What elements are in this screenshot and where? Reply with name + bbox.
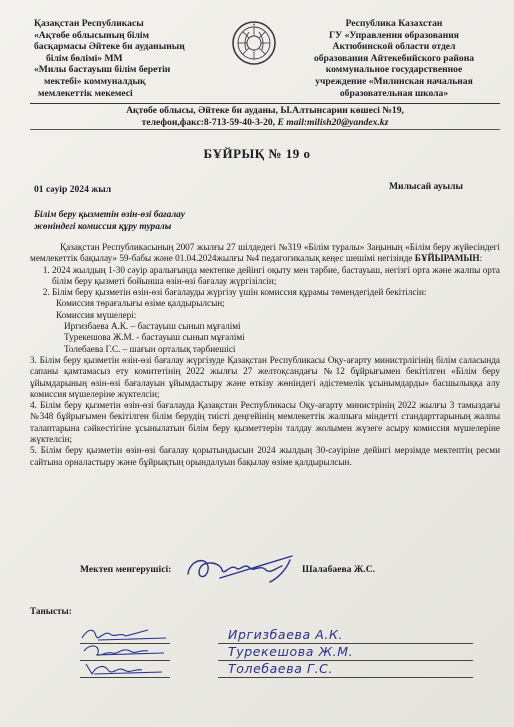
header-left-line: білім бөлімі» ММ: [46, 52, 123, 64]
subject-line: жөніндегі комиссия құру туралы: [34, 221, 172, 232]
document-subject: [34, 210, 294, 233]
order-item-5: 5. Білім беру қызметін өзін-өзі бағалау қорытындысын 2024 жылдың 30-сәуіріне дейінгі мерзімде мектептің ресми сайтына орналастыру және бұйрықтың орындалуын бақылау өзіме қалдырылсын.: [30, 445, 500, 467]
member-item: Толебаева Г.С. – шағын орталық тәрбиешісі: [64, 343, 236, 354]
address-line: Ақтөбе облысы, Әйтеке би ауданы, Ы.Алтынсарин көшесі №19,: [126, 105, 404, 116]
header-right-line: коммунальное государственное: [325, 64, 463, 76]
header-right-line: Актюбинской области отдел: [332, 41, 456, 53]
member-item: Турекешова Ж.М. - бастауыш сынып мұғалімі: [64, 332, 245, 343]
header-divider: [30, 103, 500, 104]
acquaintance-name: Иргизбаева А.К.: [228, 627, 344, 642]
subject-line: Білім беру қызметін өзін-өзі бағалау: [34, 210, 185, 220]
acquainted-label: Танысты:: [30, 606, 72, 616]
order-item-1: 1. 2024 жылдың 1-30 сәуір аралығында мектепке дейінгі оқыту мен тәрбие, бастауыш, негізгі орта және жалпы орта білім беру қызметі бойынша өзін-өзі бағалау жүргізілсін;: [52, 265, 500, 288]
signature-underline: [80, 677, 170, 678]
address-divider: [30, 129, 500, 130]
phone-fax: телефон,факс:8-713-59-40-3-20,: [141, 116, 276, 128]
signer-name: Шалабаева Ж.С.: [302, 564, 376, 575]
contact-line: [30, 117, 500, 129]
signer-label: Мектеп менгерушісі:: [80, 564, 172, 575]
order-item-4: 4. Білім беру қызметін өзін-өзі бағалауда Қазақстан Республикасы Оқу-ағарту министрінің 2022 жылғы 3 тамыздағы №348 бұйрығымен бекітілген білім берудің тиісті деңгейінің мемлекеттік жалпыға міндетті стандарттарының жалпы талаптарына сәйкестігіне ұсынылатын білім беру қызметтерін талдау жолымен жүзеге асыру комиссия мүшелеріне жүктелсін;: [30, 400, 500, 445]
header-left-line: мектебі» коммуналдық: [44, 75, 146, 87]
acquaintance-name: Толебаева Г.С.: [228, 661, 334, 676]
order-item-3: 3. Білім беру қызметін өзін-өзі бағалау жүргізуде Қазақстан Республикасы Оқу-ағарту министрлігінің білім саласында сапаны қамтамасыз ету комитетінің 2022 жылғы 27 желтоқсандағы №12 бұйрығымен бекітілген «Білім беру ұйымдарының өзін-өзі бағалауын ұйымдастыру және өткізу жөніндегі әдістемелік ұсынымдарды» басшылыққа алу комиссия мүшелеріне жүктелсін;: [30, 354, 500, 399]
intro-paragraph: Қазақстан Республикасының 2007 жылғы 27 шілдедегі №319 «Білім туралы» Заңының «Білім беру жүйесіндегі мемлекеттік бақылау» 59-бабы және 01.04.2024жылғы №4 педагогикалық кеңес шешімі негізінде БҰЙЫРАМЫН:: [30, 242, 500, 264]
header-right-line: образования Айтекебийского района: [313, 52, 475, 64]
header-left-line: «Ақтөбе облысының білім: [34, 29, 150, 41]
header-right-line: ГУ «Управления образования: [329, 29, 459, 41]
header-right-line: Республика Казахстан: [345, 18, 443, 29]
acquaintance-row: [68, 662, 478, 680]
members-label: Комиссия мүшелері:: [56, 309, 137, 320]
header-right-block: [283, 18, 505, 99]
acquaintance-name: Турекешова Ж.М.: [228, 644, 354, 659]
header-left-block: [34, 18, 234, 99]
header-right-line: учреждение «Милинская начальная: [315, 75, 473, 87]
document-title: БҰЙРЫҚ № 19 о: [203, 146, 311, 161]
address-block: [30, 105, 500, 129]
email-address: E mail:milish20@yandex.kz: [277, 116, 389, 128]
header-left-line: Қазақстан Республикасы: [34, 18, 144, 29]
order-word: БҰЙЫРАМЫН: [414, 253, 480, 264]
header-left-line: «Милы бастауыш білім беретін: [34, 64, 171, 76]
document-date: 01 сәуір 2024 жыл: [34, 184, 112, 195]
document-place: Милысай ауылы: [389, 181, 464, 192]
state-emblem-icon: [231, 20, 277, 66]
order-item-2: 2. Білім беру қызметін өзін-өзі бағалауды жүргізу үшін комиссия құрамы төмендегідей бекітілсін:: [52, 287, 500, 298]
director-signature: [180, 548, 300, 588]
name-underline: [218, 677, 473, 678]
member-item: Иргизбаева А.К. – бастауыш сынып мұғалімі: [64, 321, 241, 332]
order-list: [30, 265, 500, 299]
commission-chair: Комиссия төрағалығы өзіме қалдырылсын;: [56, 298, 225, 309]
document-body: [30, 242, 500, 468]
header-left-line: мемлекеттік мекемесі: [38, 87, 133, 99]
header-left-line: басқармасы Әйтеке би ауданының: [34, 41, 185, 53]
intro-text: Қазақстан Республикасының 2007 жылғы 27 шілдедегі №319 «Білім туралы» Заңының «Білім беру жүйесіндегі мемлекеттік бақылау» 59-бабы және 01.04.2024жылғы №4 педагогикалық кеңес шешімі негізінде: [30, 242, 500, 264]
header-right-line: образовательная школа»: [339, 87, 449, 99]
